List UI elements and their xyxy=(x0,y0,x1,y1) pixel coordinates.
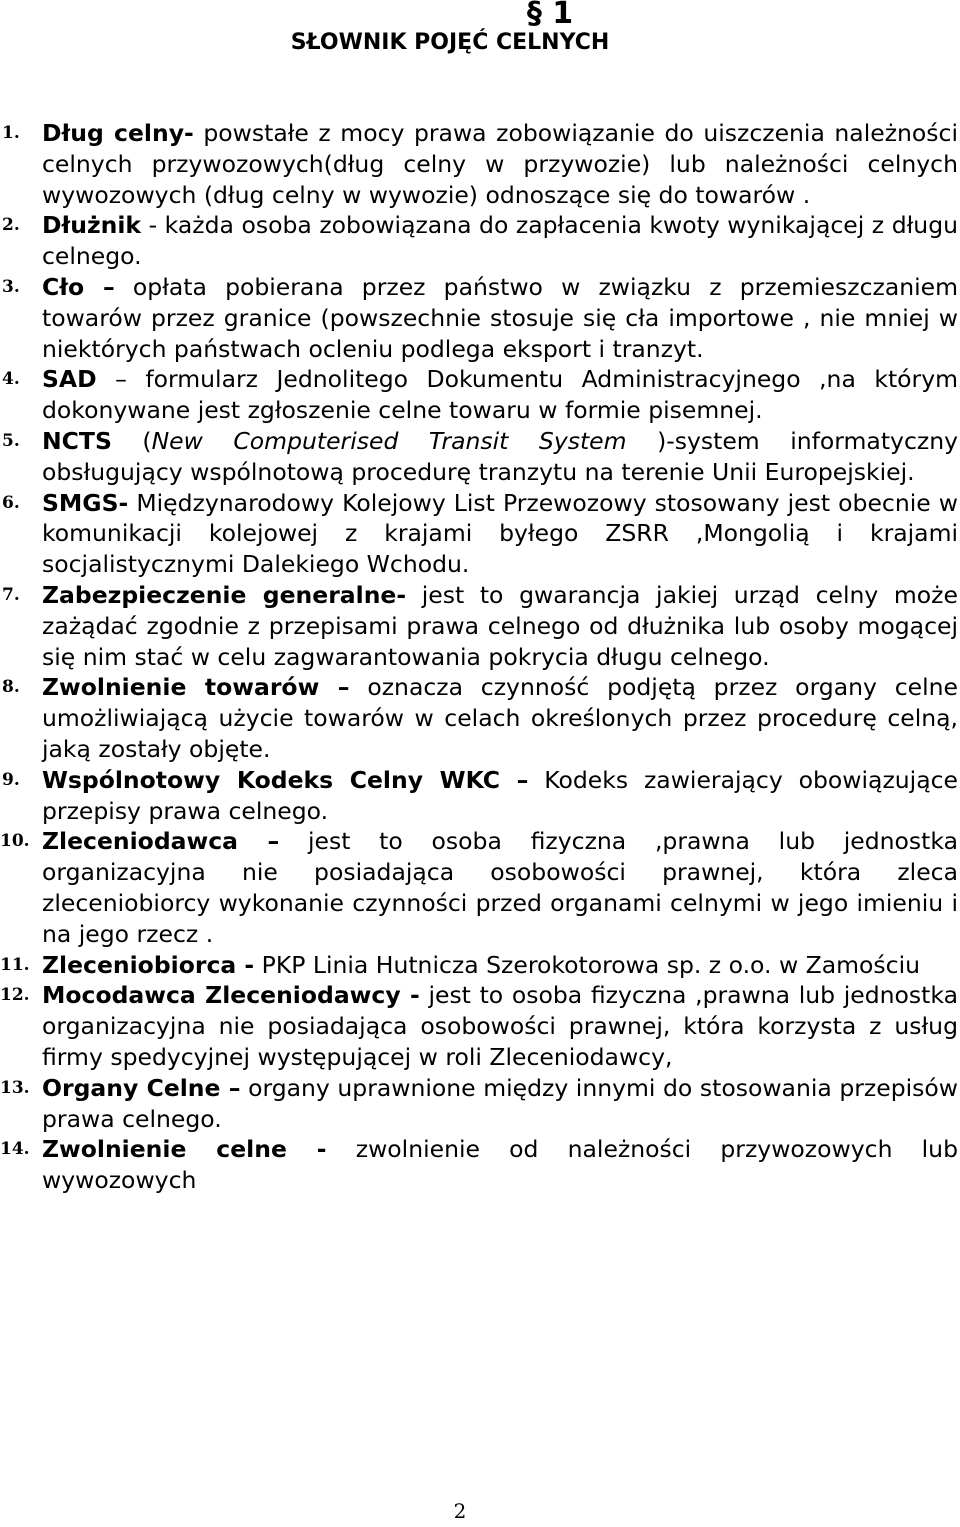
entry-number: 7. xyxy=(2,584,20,605)
entry-term: SAD xyxy=(42,365,97,394)
entry-definition: powstałe z mocy prawa zobowiązanie do uiszczenia należności celnych przywozowych(dług celny w przywozie) lub należności celnych wywozowych (dług celny w wywozie) odnoszące się do towarów . xyxy=(42,119,958,209)
glossary-entry-13 xyxy=(0,1073,960,1135)
glossary-entry-10 xyxy=(0,826,960,949)
entry-term: SMGS- xyxy=(42,488,129,517)
entry-term: NCTS xyxy=(42,426,112,455)
entry-term: Dług celny- xyxy=(42,119,194,147)
entry-definition: opłata pobierana przez państwo w związku z przemieszczaniem towarów przez granice (powszechnie stosuje się cła importowe , nie mniej w niektórych państwach ocleniu podlega eksport i tranzyt. xyxy=(42,272,958,363)
entry-definition: PKP Linia Hutnicza Szerokotorowa sp. z o.o. w Zamościu xyxy=(254,950,920,979)
entry-definition: Kodeks zawierający obowiązujące przepisy prawa celnego. xyxy=(42,765,958,825)
glossary-entry-9 xyxy=(0,765,960,827)
entry-definition: – formularz Jednolitego Dokumentu Administracyjnego ,na którym dokonywane jest zgłoszenie celne towaru w formie pisemnej. xyxy=(42,365,958,425)
entry-definition: )-system informatyczny obsługujący wspólnotową procedurę tranzytu na terenie Unii Europejskiej. xyxy=(42,426,959,486)
entry-definition: jest to osoba fizyczna ,prawna lub jednostka organizacyjna nie posiadająca osobowości prawnej, która korzysta z usług firmy spedycyjnej występującej w roli Zleceniodawcy, xyxy=(42,981,958,1071)
entry-definition: organy uprawnione między innymi do stosowania przepisów prawa celnego. xyxy=(42,1073,958,1133)
entry-definition-prefix: ( xyxy=(111,426,152,455)
glossary-entry-11 xyxy=(0,950,960,981)
glossary-entry-5 xyxy=(0,426,960,488)
glossary-entry-14 xyxy=(0,1134,960,1196)
entry-term: Dłużnik xyxy=(42,211,142,240)
entry-term: Zleceniodawca – xyxy=(42,827,280,856)
entry-number: 9. xyxy=(2,769,20,790)
entry-definition: Międzynarodowy Kolejowy List Przewozowy stosowany jest obecnie w komunikacji kolejowej z krajami byłego ZSRR ,Mongolią i krajami socjalistycznymi Dalekiego Wchodu. xyxy=(42,488,958,579)
entry-term: Zleceniobiorca - xyxy=(42,950,255,979)
entry-term: Zwolnienie celne - xyxy=(42,1135,327,1164)
section-mark: § 1 xyxy=(526,0,574,31)
glossary-entry-3 xyxy=(0,272,960,364)
entry-definition: oznacza czynność podjętą przez organy celne umożliwiającą użycie towarów w celach określonych przez procedurę celną, jaką zostały objęte. xyxy=(42,673,958,763)
entry-definition: zwolnienie od należności przywozowych lub wywozowych xyxy=(42,1135,958,1195)
glossary-entry-8 xyxy=(0,672,960,764)
glossary-entry-7 xyxy=(0,580,960,672)
entry-number: 4. xyxy=(2,369,20,390)
document-title: SŁOWNIK POJĘĆ CELNYCH xyxy=(290,30,610,55)
entry-number: 1. xyxy=(2,123,20,143)
entry-term: Zabezpieczenie generalne- xyxy=(42,580,407,609)
entry-number: 8. xyxy=(2,677,20,698)
glossary-entry-6 xyxy=(0,488,960,580)
entry-definition: - każda osoba zobowiązana do zapłacenia kwoty wynikającej z długu celnego. xyxy=(42,211,958,271)
glossary-list xyxy=(0,118,960,1196)
entry-term: Mocodawca Zleceniodawcy - xyxy=(42,981,420,1010)
entry-definition: jest to gwarancja jakiej urząd celny może zażądać zgodnie z przepisami prawa celnego od dłużnika lub osoby mogącej się nim stać w celu zagwarantowania pokrycia długu celnego. xyxy=(42,580,958,671)
entry-number: 14. xyxy=(0,1139,30,1160)
entry-number: 2. xyxy=(2,215,20,236)
glossary-entry-2 xyxy=(0,210,960,272)
glossary-entry-1 xyxy=(0,118,960,210)
glossary-entry-12 xyxy=(0,980,960,1072)
entry-number: 6. xyxy=(2,492,20,513)
entry-term: Zwolnienie towarów – xyxy=(42,673,350,702)
page-number: 2 xyxy=(453,1499,467,1523)
entry-number: 12. xyxy=(0,985,30,1006)
entry-number: 11. xyxy=(0,954,30,975)
entry-definition-italic: New Computerised Transit System xyxy=(151,426,627,455)
entry-term: Organy Celne – xyxy=(42,1073,241,1102)
glossary-entry-4 xyxy=(0,364,960,426)
entry-number: 13. xyxy=(0,1077,30,1098)
entry-number: 3. xyxy=(2,276,20,297)
entry-term: Cło – xyxy=(42,272,115,301)
entry-definition: jest to osoba fizyczna ,prawna lub jednostka organizacyjna nie posiadająca osobowości prawnej, która zleca zleceniobiorcy wykonanie czynności przed organami celnymi w jego imieniu i na jego rzecz . xyxy=(42,827,958,948)
entry-number: 10. xyxy=(0,831,30,852)
entry-term: Wspólnotowy Kodeks Celny WKC – xyxy=(42,765,529,794)
entry-number: 5. xyxy=(2,430,20,451)
